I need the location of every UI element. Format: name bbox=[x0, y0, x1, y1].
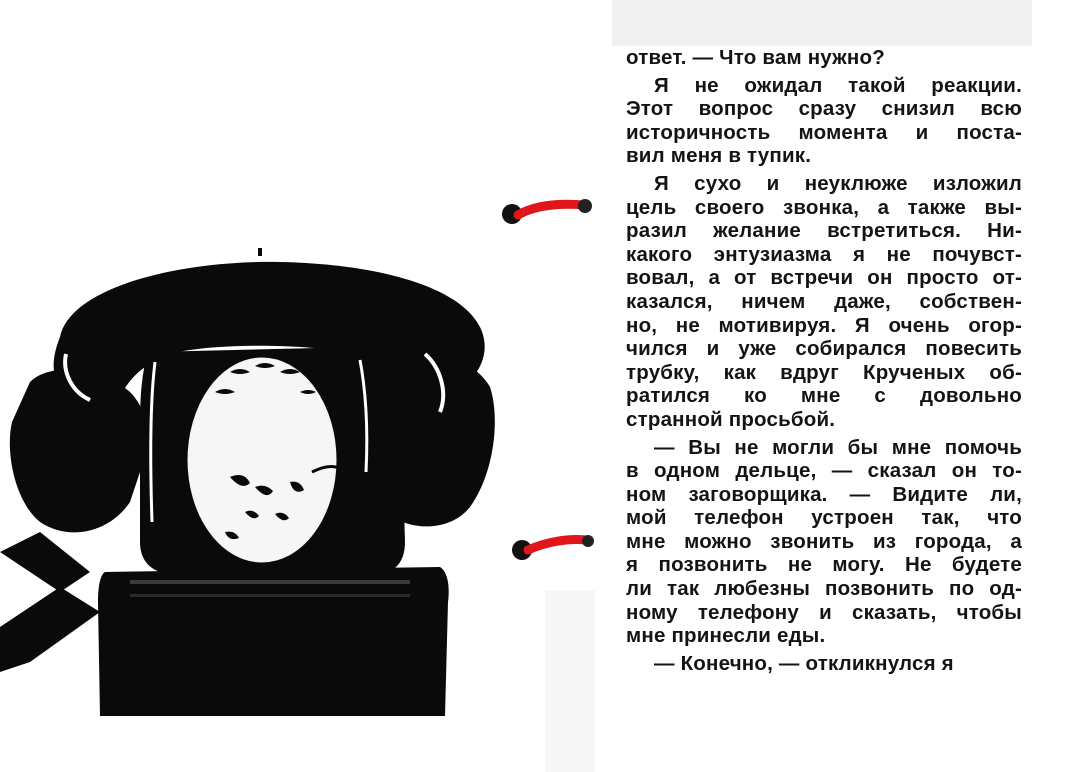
binding-thread-top bbox=[500, 195, 595, 231]
text-line: мне можно звонить из города, а bbox=[626, 529, 1022, 553]
text-line: вил меня в тупик. bbox=[626, 144, 812, 168]
text-line: странной просьбой. bbox=[626, 407, 836, 431]
text-line: мне принесли еды. bbox=[626, 624, 826, 648]
paragraph-p4 bbox=[626, 436, 1022, 648]
paragraph-p1 bbox=[626, 46, 1022, 70]
text-line: в одном дельце, — сказал он то- bbox=[626, 459, 1022, 483]
story-text-column bbox=[626, 46, 1022, 679]
text-line: историчность момента и поста- bbox=[626, 120, 1022, 144]
text-line: ном заговорщика. — Видите ли, bbox=[626, 482, 1022, 506]
text-line: — Конечно, — откликнулся я bbox=[654, 651, 954, 675]
text-line: ратился ко мне с довольно bbox=[626, 384, 1022, 408]
paragraph-p5 bbox=[626, 652, 1022, 676]
text-line: — Вы не могли бы мне помочь bbox=[654, 435, 1022, 459]
text-line: ли так любезны позвонить по од- bbox=[626, 577, 1022, 601]
text-line: вовал, а от встречи он просто от- bbox=[626, 266, 1022, 290]
scan-shadow-bottom bbox=[545, 590, 595, 772]
text-line: мой телефон устроен так, что bbox=[626, 506, 1022, 530]
text-line: ному телефону и сказать, чтобы bbox=[626, 600, 1022, 624]
text-line: ответ. — Что вам нужно? bbox=[626, 46, 885, 69]
text-line: какого энтузиазма я не почувст- bbox=[626, 242, 1022, 266]
scan-shadow-top bbox=[612, 0, 1032, 46]
text-line: казался, ничем даже, собствен- bbox=[626, 289, 1022, 313]
text-line: цель своего звонка, а также вы- bbox=[626, 195, 1022, 219]
text-line: чился и уже собирался повесить bbox=[626, 337, 1022, 361]
text-line: я позвонить не могу. Не будете bbox=[626, 553, 1022, 577]
text-line: трубку, как вдруг Крученых об- bbox=[626, 360, 1022, 384]
binding-thread-bottom bbox=[508, 530, 603, 566]
text-line: разил желание встретиться. Ни- bbox=[626, 219, 1022, 243]
paragraph-p2 bbox=[626, 74, 1022, 168]
text-line: Я сухо и неуклюже изложил bbox=[654, 171, 1022, 195]
paragraph-p3 bbox=[626, 172, 1022, 432]
rotary-telephone-icon bbox=[0, 242, 496, 716]
text-line: но, не мотивируя. Я очень огор- bbox=[626, 313, 1022, 337]
text-line: Этот вопрос сразу снизил всю bbox=[626, 97, 1022, 121]
text-line: Я не ожидал такой реакции. bbox=[654, 73, 1022, 97]
